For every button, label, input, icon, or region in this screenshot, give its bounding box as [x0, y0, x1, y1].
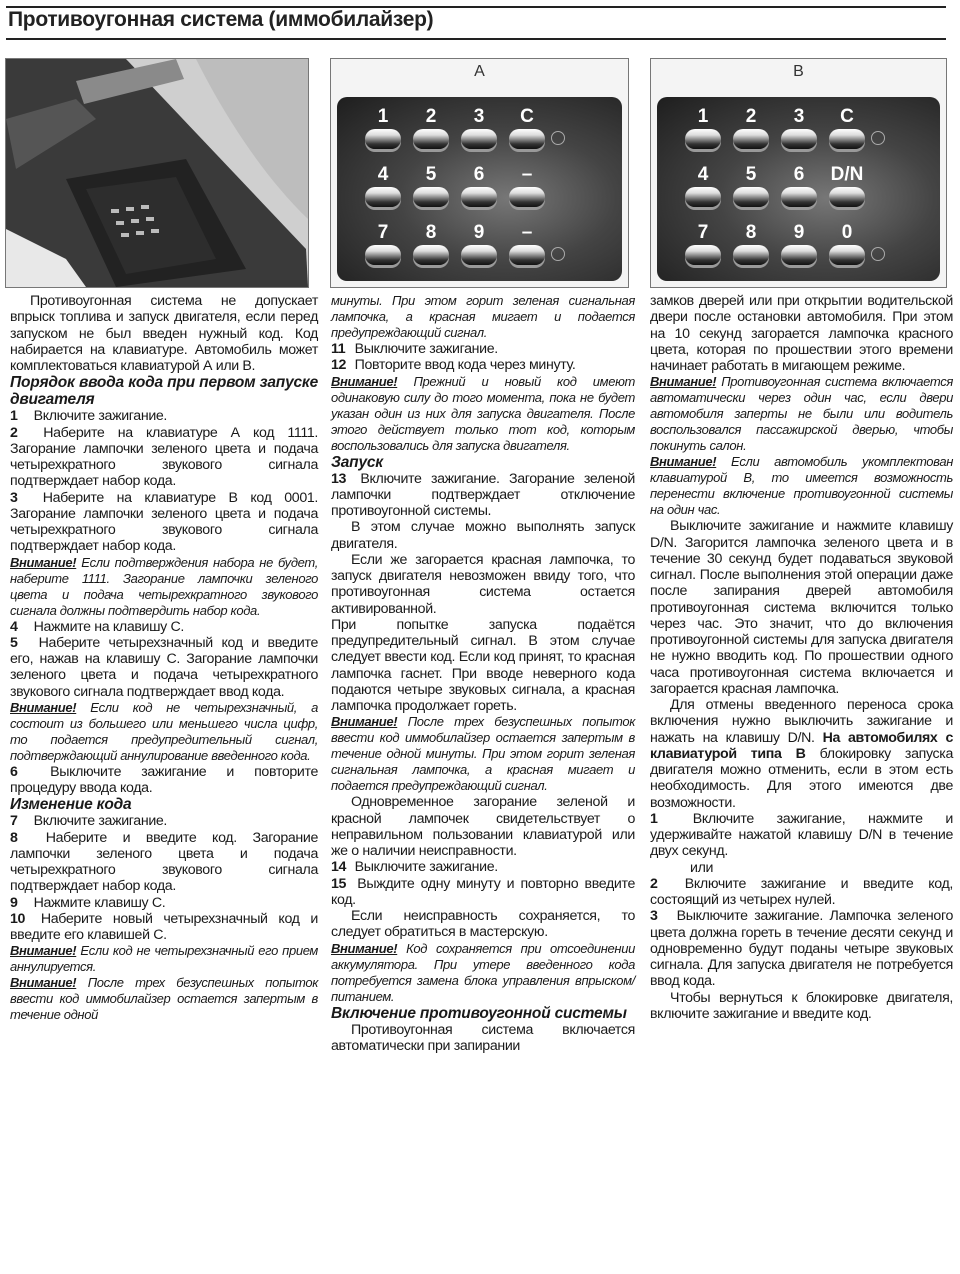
warning-note: [650, 374, 953, 454]
key-button: [781, 129, 817, 149]
step-number: 1: [650, 810, 658, 827]
indicator-slot: [551, 105, 571, 163]
key-label: 5: [425, 164, 437, 185]
warning-note: [331, 714, 635, 794]
key-label: 5: [745, 164, 757, 185]
key-label: 6: [473, 164, 485, 185]
key-button: [829, 245, 865, 265]
key-label: –: [521, 164, 533, 185]
key-label: C: [840, 106, 854, 127]
numbered-step: [10, 764, 318, 797]
warning-note: [10, 700, 318, 764]
keypad-key: [679, 221, 727, 279]
section-heading: Включение противоугонной системы: [331, 1004, 627, 1022]
key-button: [461, 245, 497, 265]
keypad-key: [359, 163, 407, 221]
keypad-key: [679, 105, 727, 163]
step-number: 1: [10, 408, 18, 425]
text-column-2: [331, 293, 635, 1054]
warning-label: Внимание!: [331, 373, 398, 389]
paragraph: При попытке запуска подаётся предупредительный сигнал. В этом случае следует ввести код. Если код принят, то красная лампочка гаснет. При вводе неверного кода подаются четыре звуковых сигнала, а красная лампочка продолжает гореть.: [331, 616, 635, 714]
step-number: 3: [10, 489, 18, 506]
key-label: 7: [697, 222, 709, 243]
warning-label: Внимание!: [10, 554, 77, 570]
warning-text: После трех безуспешных попыток ввести код иммобилайзер остается запертым в течение одной: [10, 975, 318, 1023]
warning-note: [10, 943, 318, 975]
step-number: 6: [10, 763, 18, 780]
key-label: 0: [841, 222, 853, 243]
paragraph-text: блокировку запуска двигателя можно отменить, если в этом есть необходимость. Для этого имеются две возможности.: [650, 745, 953, 811]
indicator-led-icon: [551, 247, 565, 261]
keypad-key: [823, 105, 871, 163]
paragraph: [650, 697, 953, 811]
keyboard-b-label: B: [793, 63, 804, 80]
numbered-step: [331, 357, 635, 373]
numbered-step: [331, 471, 635, 520]
step-number: 4: [10, 618, 18, 635]
step-number: 11: [331, 341, 346, 357]
key-label: 6: [793, 164, 805, 185]
keypad-key: [727, 163, 775, 221]
keyboard-a-label: A: [474, 63, 485, 80]
step-number: 2: [650, 875, 658, 892]
step-number: 14: [331, 859, 347, 876]
key-button: [509, 187, 545, 207]
figure-keyboard-b: [650, 58, 947, 288]
warning-text: Прежний и новый код имеют одинаковую силу до того момента, пока не будет указан один из них для запуска двигателя. После этого действует только тот код, которым воспользовались для запуска двигателя.: [331, 373, 635, 453]
step-text: Выждите одну минуту и повторно введите код.: [331, 875, 636, 908]
keyboard-b-keypad: [657, 97, 940, 281]
paragraph: Чтобы вернуться к блокировке двигателя, включите зажигание и введите код.: [650, 989, 953, 1022]
section-heading: Изменение кода: [10, 796, 132, 814]
key-label: –: [521, 222, 533, 243]
warning-note: [10, 975, 318, 1023]
indicator-led-icon: [551, 131, 565, 145]
paragraph: Противоугонная система не допускает впрыск топлива и запуск двигателя, если перед запуском не был введен нужный код. Код набирается на клавиатуре. Автомобиль может комплектоваться клавиатурой А или В.: [10, 293, 318, 374]
alternative-text: или: [690, 859, 714, 876]
key-label: D/N: [830, 164, 864, 185]
keypad-key: [679, 163, 727, 221]
numbered-step: [331, 876, 635, 909]
key-label: 9: [793, 222, 805, 243]
warning-label: Внимание!: [650, 454, 717, 470]
key-button: [365, 245, 401, 265]
step-text: Наберите на клавиатуре А код 1111. Загорание лампочки зеленого цвета и подача четырехкратного звукового сигнала подтверждает набор кода.: [10, 424, 318, 490]
text-column-1: [10, 293, 318, 1023]
numbered-step: [10, 813, 318, 829]
numbered-step: [650, 908, 953, 989]
paragraph: Выключите зажигание и нажмите клавишу D/N. Загорится лампочка зеленого цвета и в течение 30 секунд будет подаваться звуковой сигнал. После выполнения этой операции даже после запирания дверей автомобиля противоугонная система включится только через час. Это значит, что до включения противоугонной системы для запуска двигателя не нужно вводить код. По прошествии одного часа противоугонная система включается и загорается красная лампочка.: [650, 518, 953, 697]
step-number: 10: [10, 910, 26, 927]
key-button: [461, 187, 497, 207]
section-heading: Порядок ввода кода при первом запуске двигателя: [10, 374, 318, 409]
warning-text: После трех безуспешных попыток ввести код иммобилайзер остается запертым в течение одной минуты. При этом горит зеленая сигнальная лампочка, а красная мигает и подается предупреждающий сигнал.: [331, 714, 635, 794]
step-number: 7: [10, 813, 18, 830]
paragraph: Если же загорается красная лампочка, то запуск двигателя невозможен ввиду того, что противоугонная система остается активированной.: [331, 551, 635, 617]
key-button: [781, 187, 817, 207]
keypad-key: [503, 163, 551, 221]
step-text: Выключите зажигание.: [354, 341, 498, 357]
page-title: Противоугонная система (иммобилайзер): [8, 8, 434, 31]
step-text: Выключите зажигание.: [354, 859, 498, 876]
indicator-led-icon: [871, 247, 885, 261]
step-text: Наберите четырехзначный код и введите его, нажав на клавишу С. Загорание лампочки зеленого цвета и подача четырехкратного звукового сигнала подтверждает ввод кода.: [10, 634, 318, 700]
step-number: 8: [10, 829, 18, 846]
keypad-key: [407, 105, 455, 163]
key-button: [413, 187, 449, 207]
key-button: [829, 187, 865, 207]
key-label: 3: [793, 106, 805, 127]
step-text: Включите зажигание.: [33, 813, 168, 830]
warning-text: Если автомобиль укомплектован клавиатурой В, то имеется возможность перенести включение противоугонной системы на один час.: [650, 454, 953, 518]
step-text: Выключите зажигание и повторите процедуру ввода кода.: [10, 763, 318, 796]
key-label: 4: [697, 164, 709, 185]
numbered-step: [331, 859, 635, 875]
warning-label: Внимание!: [650, 374, 717, 390]
key-button: [733, 187, 769, 207]
paragraph: В этом случае можно выполнять запуск двигателя.: [331, 519, 635, 552]
key-label: 2: [745, 106, 757, 127]
numbered-step: [10, 619, 318, 635]
text-column-3: [650, 293, 953, 1022]
bold-text: На автомобилях с клавиатурой типа В: [650, 729, 953, 762]
numbered-step: [10, 895, 318, 911]
key-label: 1: [697, 106, 709, 127]
warning-text: Противоугонная система включается автоматически через один час, если двери автомобиля заперты не были или водитель воспользовался пассажирской дверью, чтобы покинуть салон.: [650, 374, 953, 454]
key-button: [733, 245, 769, 265]
step-number: 5: [10, 634, 18, 651]
step-number: 9: [10, 894, 18, 911]
keyboard-a-keypad: [337, 97, 622, 281]
warning-label: Внимание!: [10, 975, 77, 991]
numbered-step: [10, 911, 318, 944]
key-button: [365, 187, 401, 207]
step-number: 13: [331, 470, 347, 487]
warning-text: Если код не четырехзначный, а состоит из большего или меньшего числа цифр, то подается предупредительный сигнал, подтверждающий аннулирование введенного кода.: [10, 699, 318, 763]
keypad-key: [775, 163, 823, 221]
numbered-step: [10, 408, 318, 424]
keypad-key: [503, 221, 551, 279]
paragraph: Одновременное загорание зеленой и красной лампочек свидетельствует о неправильном пользовании клавиатурой или же о наличии неисправности.: [331, 794, 635, 859]
key-label: C: [520, 106, 534, 127]
key-button: [685, 187, 721, 207]
step-number: 3: [650, 908, 658, 925]
key-label: 8: [745, 222, 757, 243]
key-button: [685, 129, 721, 149]
key-button: [365, 129, 401, 149]
warning-text: Если код не четырехзначный его прием аннулируется.: [10, 943, 318, 975]
numbered-step: [650, 811, 953, 860]
key-label: 2: [425, 106, 437, 127]
warning-label: Внимание!: [331, 714, 398, 730]
indicator-led-icon: [871, 131, 885, 145]
warning-text: Код сохраняется при отсоединении аккумулятора. При утере введенного кода потребуется замена блока управления впрыском/питанием.: [331, 940, 635, 1004]
keypad-key: [823, 221, 871, 279]
keypad-key: [407, 221, 455, 279]
indicator-slot: [871, 163, 891, 221]
keypad-key: [503, 105, 551, 163]
step-text: Выключите зажигание. Лампочка зеленого цвета должна гореть в течение десяти секунд и одновременно будут поданы четыре звуковых сигнала. Для запуска двигателя не потребуется ввод кода.: [650, 908, 953, 990]
keypad-key: [455, 105, 503, 163]
key-label: 8: [425, 222, 437, 243]
key-button: [413, 129, 449, 149]
warning-label: Внимание!: [331, 940, 398, 956]
keypad-key: [775, 221, 823, 279]
numbered-step: [331, 341, 635, 357]
italic-note-continuation: минуты. При этом горит зеленая сигнальная лампочка, а красная мигает и подается предупреждающий сигнал.: [331, 293, 635, 340]
key-button: [685, 245, 721, 265]
section-heading: Запуск: [331, 453, 383, 471]
figure-console-photo: [5, 58, 309, 288]
keypad-key: [359, 105, 407, 163]
figure-keyboard-a: [330, 58, 629, 288]
key-label: 7: [377, 222, 389, 243]
key-button: [781, 245, 817, 265]
step-text: Включите зажигание, нажмите и удерживайте нажатой клавишу D/N в течение двух секунд.: [650, 810, 953, 860]
numbered-step: [10, 830, 318, 895]
step-text: Нажмите клавишу С.: [33, 894, 166, 911]
paragraph: Противоугонная система включается автоматически при запирании: [331, 1021, 635, 1054]
keypad-key: [727, 105, 775, 163]
keypad-key: [775, 105, 823, 163]
indicator-slot: [871, 221, 891, 279]
step-number: 15: [331, 875, 347, 892]
warning-note: [331, 374, 635, 454]
indicator-slot: [551, 163, 571, 221]
key-label: 9: [473, 222, 485, 243]
numbered-step: [650, 876, 953, 909]
key-button: [509, 245, 545, 265]
warning-label: Внимание!: [10, 699, 77, 715]
paragraph: замков дверей или при открытии водительской двери после остановки автомобиля. При этом на 10 секунд загорается лампочка красного цвета, которая по прошествии этого времени начинает работать в мигающем режиме.: [650, 293, 953, 374]
indicator-slot: [551, 221, 571, 279]
key-button: [829, 129, 865, 149]
numbered-step: [10, 425, 318, 490]
step-text: Нажмите на клавишу С.: [33, 618, 184, 635]
keypad-key: [823, 163, 871, 221]
warning-note: [331, 941, 635, 1005]
key-label: 4: [377, 164, 389, 185]
console-keypad-photo: [6, 59, 308, 287]
paragraph-text: Для отмены введенного переноса срока включения нужно выключить зажигание и нажать на клавишу D/N.: [650, 697, 953, 746]
key-button: [413, 245, 449, 265]
keypad-key: [727, 221, 775, 279]
step-text: Наберите новый четырехзначный код и введите его клавишей С.: [10, 910, 319, 943]
warning-note: [10, 555, 318, 619]
paragraph: Если неисправность сохраняется, то следует обратиться в мастерскую.: [331, 908, 635, 941]
warning-label: Внимание!: [10, 943, 77, 959]
step-text: Наберите на клавиатуре В код 0001. Загорание лампочки зеленого цвета и подача четырехкратного звукового сигнала подтверждает набор кода.: [10, 489, 319, 555]
numbered-step: [10, 490, 318, 555]
key-button: [509, 129, 545, 149]
step-text: Включите зажигание и введите код, состоящий из четырех нулей.: [650, 875, 954, 908]
step-number: 12: [331, 357, 347, 374]
step-text: Включите зажигание. Загорание зеленой лампочки подтверждает отключение противоугонной системы.: [331, 470, 635, 519]
title-underline: [6, 38, 946, 40]
key-button: [733, 129, 769, 149]
key-label: 3: [473, 106, 485, 127]
keypad-key: [455, 221, 503, 279]
step-text: Наберите и введите код. Загорание лампочки зеленого цвета и подача четырехкратного звукового сигнала подтверждает набор кода.: [10, 829, 319, 895]
keypad-key: [407, 163, 455, 221]
numbered-step: [10, 635, 318, 700]
key-button: [461, 129, 497, 149]
key-label: 1: [377, 106, 389, 127]
indicator-slot: [871, 105, 891, 163]
warning-text: Если подтверждения набора не будет, наберите 1111. Загорание лампочки зеленого цвета и подача четырехкратного звукового сигнала должны подтвердить набор кода.: [10, 554, 318, 618]
step-text: Включите зажигание.: [33, 408, 168, 425]
step-text: Повторите ввод кода через минуту.: [354, 357, 576, 374]
step-number: 2: [10, 424, 18, 441]
keypad-key: [455, 163, 503, 221]
keypad-key: [359, 221, 407, 279]
warning-note: [650, 454, 953, 518]
